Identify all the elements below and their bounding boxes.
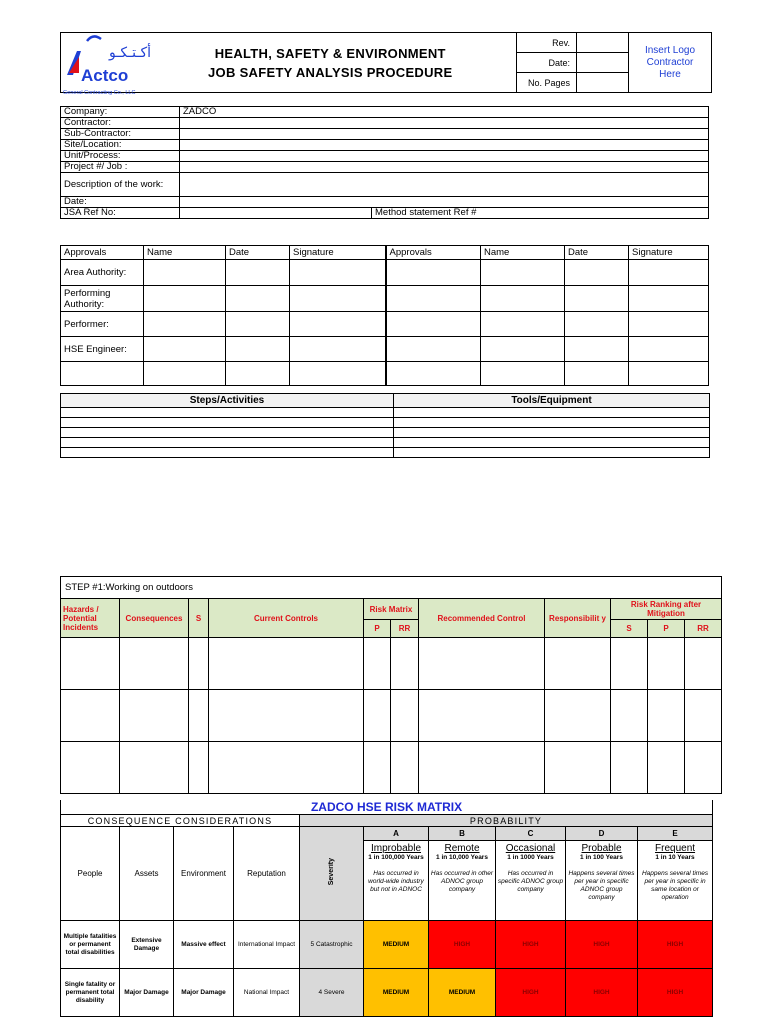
step1-title: STEP #1:Working on outdoors — [61, 577, 722, 599]
step1-cell[interactable] — [189, 742, 209, 794]
step-cell[interactable] — [61, 418, 394, 428]
approval-cell[interactable] — [481, 312, 565, 337]
step1-cell[interactable] — [545, 690, 611, 742]
date-info-label: Date: — [61, 197, 180, 208]
risk-cell-4b: MEDIUM — [429, 969, 496, 1017]
approval-cell[interactable] — [290, 362, 386, 386]
prob-name: Remote — [444, 843, 480, 854]
row4-assets: Major Damage — [120, 969, 174, 1017]
reputation-header: Reputation — [234, 827, 300, 921]
role-area-authority: Area Authority: — [61, 260, 144, 286]
row5-reputation: International Impact — [234, 921, 300, 969]
risk-matrix-header: Risk Matrix — [364, 599, 419, 620]
subcontractor-label: Sub-Contractor: — [61, 129, 180, 140]
site-label: Site/Location: — [61, 140, 180, 151]
approval-cell[interactable] — [226, 337, 290, 362]
step-cell[interactable] — [61, 408, 394, 418]
step1-table — [60, 576, 722, 794]
row5-severity: 5 Catastrophic — [300, 921, 364, 969]
risk-matrix-table — [60, 800, 713, 1017]
prob-col-c — [496, 841, 566, 921]
prob-letter-a: A — [364, 827, 429, 841]
step1-cell[interactable] — [648, 638, 685, 690]
approval-cell[interactable] — [290, 286, 386, 312]
logo-text: Actco — [81, 66, 129, 85]
approval-cell[interactable] — [629, 286, 709, 312]
document-title — [145, 33, 517, 93]
approvals-header-right: Approvals — [386, 246, 481, 260]
step1-cell[interactable] — [685, 742, 722, 794]
unit-label: Unit/Process: — [61, 151, 180, 162]
prob-desc: Has occurred in specific ADNOC group company — [497, 870, 564, 893]
approvals-table — [60, 245, 709, 386]
approval-cell[interactable] — [565, 312, 629, 337]
prob-desc: Happens several times per year in specific ADNOC group company — [568, 870, 635, 901]
recommended-control-header: Recommended Control — [419, 599, 545, 638]
prob-col-e — [638, 841, 713, 921]
risk-cell-5d: HIGH — [566, 921, 638, 969]
severity-header — [300, 827, 364, 921]
prob-name: Improbable — [370, 843, 422, 854]
title-line-2: JOB SAFETY ANALYSIS PROCEDURE — [208, 64, 453, 80]
job-info-table — [60, 106, 709, 219]
approval-cell[interactable] — [629, 312, 709, 337]
approval-cell[interactable] — [144, 286, 226, 312]
step1-cell[interactable] — [685, 690, 722, 742]
prob-desc: Happens several times per year in specific in same location or operation — [641, 870, 709, 901]
step1-cell[interactable] — [61, 690, 120, 742]
pages-label: No. Pages — [517, 73, 577, 93]
tool-cell[interactable] — [394, 448, 710, 458]
rev-value[interactable] — [577, 33, 629, 53]
tool-cell[interactable] — [394, 408, 710, 418]
step1-cell[interactable] — [648, 690, 685, 742]
jsa-field[interactable] — [180, 208, 372, 219]
prob-desc: Has occurred in world-wide industry but not in ADNOC — [368, 870, 424, 893]
insert-logo-placeholder[interactable]: Insert Logo Contractor Here — [629, 33, 712, 93]
risk-cell-5b: HIGH — [429, 921, 496, 969]
approval-cell[interactable] — [290, 260, 386, 286]
logo-arabic: أكـتـكـو — [109, 45, 152, 61]
prob-name: Occasional — [505, 843, 556, 854]
approvals-header-left: Approvals — [61, 246, 144, 260]
step1-cell[interactable] — [611, 742, 648, 794]
prob-letter-d: D — [566, 827, 638, 841]
prob-letter-e: E — [638, 827, 713, 841]
approval-cell[interactable] — [629, 362, 709, 386]
step1-cell[interactable] — [545, 742, 611, 794]
date-info-field[interactable] — [180, 197, 709, 208]
step1-cell[interactable] — [364, 742, 391, 794]
description-field[interactable] — [180, 173, 709, 197]
row5-assets: Extensive Damage — [120, 921, 174, 969]
approval-cell[interactable] — [629, 337, 709, 362]
step1-cell[interactable] — [611, 638, 648, 690]
consequences-header: Consequences — [120, 599, 189, 638]
step1-cell[interactable] — [419, 638, 545, 690]
signature-header-right: Signature — [629, 246, 709, 260]
approval-cell[interactable] — [565, 362, 629, 386]
date-header-left: Date — [226, 246, 290, 260]
p-after-header: P — [648, 620, 685, 638]
row4-people: Single fatality or permanent total disability — [61, 969, 120, 1017]
tools-header: Tools/Equipment — [394, 394, 710, 408]
prob-name: Probable — [581, 843, 622, 854]
p-header: P — [364, 620, 391, 638]
row5-environment: Massive effect — [174, 921, 234, 969]
prob-desc: Has occurred in other ADNOC group company — [430, 870, 494, 893]
prob-freq: 1 in 100,000 Years — [368, 854, 424, 861]
risk-cell-4a: MEDIUM — [364, 969, 429, 1017]
prob-letter-b: B — [429, 827, 496, 841]
probability-header: PROBABILITY — [300, 815, 713, 827]
company-logo — [61, 33, 152, 96]
date-label: Date: — [517, 53, 577, 73]
approval-cell[interactable] — [226, 260, 290, 286]
prob-letter-c: C — [496, 827, 566, 841]
step1-cell[interactable] — [120, 638, 189, 690]
risk-cell-4c: HIGH — [496, 969, 566, 1017]
risk-cell-4e: HIGH — [638, 969, 713, 1017]
tool-cell[interactable] — [394, 418, 710, 428]
step1-cell[interactable] — [685, 638, 722, 690]
approval-cell[interactable] — [481, 286, 565, 312]
severity-label: Severity — [328, 858, 335, 886]
row4-reputation: National Impact — [234, 969, 300, 1017]
rr-after-header: RR — [685, 620, 722, 638]
people-header: People — [61, 827, 120, 921]
step1-cell[interactable] — [189, 638, 209, 690]
step1-cell[interactable] — [364, 638, 391, 690]
approval-cell[interactable] — [565, 337, 629, 362]
risk-cell-5c: HIGH — [496, 921, 566, 969]
prob-col-d — [566, 841, 638, 921]
row4-environment: Major Damage — [174, 969, 234, 1017]
company-value[interactable]: ZADCO — [180, 107, 709, 118]
prob-col-b — [429, 841, 496, 921]
date-header-right: Date — [565, 246, 629, 260]
step1-cell[interactable] — [648, 742, 685, 794]
name-header-left: Name — [144, 246, 226, 260]
approval-cell[interactable] — [61, 362, 144, 386]
step-cell[interactable] — [61, 448, 394, 458]
document-header — [60, 32, 712, 96]
tool-cell[interactable] — [394, 438, 710, 448]
prob-col-a — [364, 841, 429, 921]
consequence-considerations: CONSEQUENCE CONSIDERATIONS — [61, 815, 300, 827]
prob-name: Frequent — [655, 843, 696, 854]
prob-freq: 1 in 10 Years — [655, 854, 695, 861]
date-value[interactable] — [577, 53, 629, 73]
risk-cell-5e: HIGH — [638, 921, 713, 969]
approval-cell[interactable] — [386, 312, 481, 337]
approval-cell[interactable] — [565, 286, 629, 312]
step1-cell[interactable] — [61, 638, 120, 690]
project-label: Project #/ Job : — [61, 162, 180, 173]
jsa-label: JSA Ref No: — [61, 208, 180, 219]
site-field[interactable] — [180, 140, 709, 151]
pages-value[interactable] — [577, 73, 629, 93]
ranking-after-header: Risk Ranking after Mitigation — [611, 599, 722, 620]
approval-cell[interactable] — [144, 337, 226, 362]
method-label[interactable]: Method statement Ref # — [372, 208, 709, 219]
role-hse-engineer: HSE Engineer: — [61, 337, 144, 362]
signature-header-left: Signature — [290, 246, 386, 260]
step1-cell[interactable] — [364, 690, 391, 742]
approval-cell[interactable] — [290, 337, 386, 362]
step1-cell[interactable] — [391, 638, 419, 690]
approval-cell[interactable] — [386, 337, 481, 362]
approval-cell[interactable] — [565, 260, 629, 286]
logo-subtitle: General Contracting Co., LLC — [63, 90, 136, 96]
prob-freq: 1 in 1000 Years — [507, 854, 554, 861]
risk-cell-5a: MEDIUM — [364, 921, 429, 969]
steps-tools-table — [60, 393, 710, 458]
approval-cell[interactable] — [629, 260, 709, 286]
approval-cell[interactable] — [144, 260, 226, 286]
description-label: Description of the work: — [61, 173, 180, 197]
step1-cell[interactable] — [391, 742, 419, 794]
contractor-label: Contractor: — [61, 118, 180, 129]
s-after-header: S — [611, 620, 648, 638]
approval-cell[interactable] — [144, 362, 226, 386]
s-header: S — [189, 599, 209, 638]
steps-header: Steps/Activities — [61, 394, 394, 408]
role-performer: Performer: — [61, 312, 144, 337]
step1-cell[interactable] — [120, 690, 189, 742]
rr-header: RR — [391, 620, 419, 638]
step-cell[interactable] — [61, 438, 394, 448]
approval-cell[interactable] — [481, 260, 565, 286]
approval-cell[interactable] — [226, 362, 290, 386]
responsibility-header: Responsibilit y — [545, 599, 611, 638]
role-performing-authority: Performing Authority: — [61, 286, 144, 312]
approval-cell[interactable] — [386, 286, 481, 312]
approval-cell[interactable] — [290, 312, 386, 337]
name-header-right: Name — [481, 246, 565, 260]
assets-header: Assets — [120, 827, 174, 921]
tool-cell[interactable] — [394, 428, 710, 438]
rev-label: Rev. — [517, 33, 577, 53]
approval-cell[interactable] — [226, 312, 290, 337]
step1-cell[interactable] — [545, 638, 611, 690]
prob-freq: 1 in 100 Years — [580, 854, 623, 861]
prob-freq: 1 in 10,000 Years — [436, 854, 488, 861]
step1-cell[interactable] — [391, 690, 419, 742]
risk-matrix-title: ZADCO HSE RISK MATRIX — [61, 800, 713, 815]
approval-cell[interactable] — [144, 312, 226, 337]
row5-people: Multiple fatalities or permanent total disabilities — [61, 921, 120, 969]
actco-logo-icon — [61, 29, 152, 99]
row4-severity: 4 Severe — [300, 969, 364, 1017]
unit-field[interactable] — [180, 151, 709, 162]
step1-cell[interactable] — [209, 638, 364, 690]
title-line-1: HEALTH, SAFETY & ENVIRONMENT — [214, 45, 446, 61]
project-field[interactable] — [180, 162, 709, 173]
contractor-field[interactable] — [180, 118, 709, 129]
step1-cell[interactable] — [120, 742, 189, 794]
hazards-header: Hazards / Potential Incidents — [61, 599, 120, 638]
step1-cell[interactable] — [611, 690, 648, 742]
current-controls-header: Current Controls — [209, 599, 364, 638]
approval-cell[interactable] — [226, 286, 290, 312]
approval-cell[interactable] — [386, 260, 481, 286]
company-label: Company: — [61, 107, 180, 118]
step1-cell[interactable] — [419, 690, 545, 742]
step1-cell[interactable] — [189, 690, 209, 742]
step1-cell[interactable] — [61, 742, 120, 794]
approval-cell[interactable] — [481, 362, 565, 386]
step-cell[interactable] — [61, 428, 394, 438]
step1-cell[interactable] — [419, 742, 545, 794]
approval-cell[interactable] — [386, 362, 481, 386]
subcontractor-field[interactable] — [180, 129, 709, 140]
step1-cell[interactable] — [209, 690, 364, 742]
step1-cell[interactable] — [209, 742, 364, 794]
risk-cell-4d: HIGH — [566, 969, 638, 1017]
environment-header: Environment — [174, 827, 234, 921]
approval-cell[interactable] — [481, 337, 565, 362]
